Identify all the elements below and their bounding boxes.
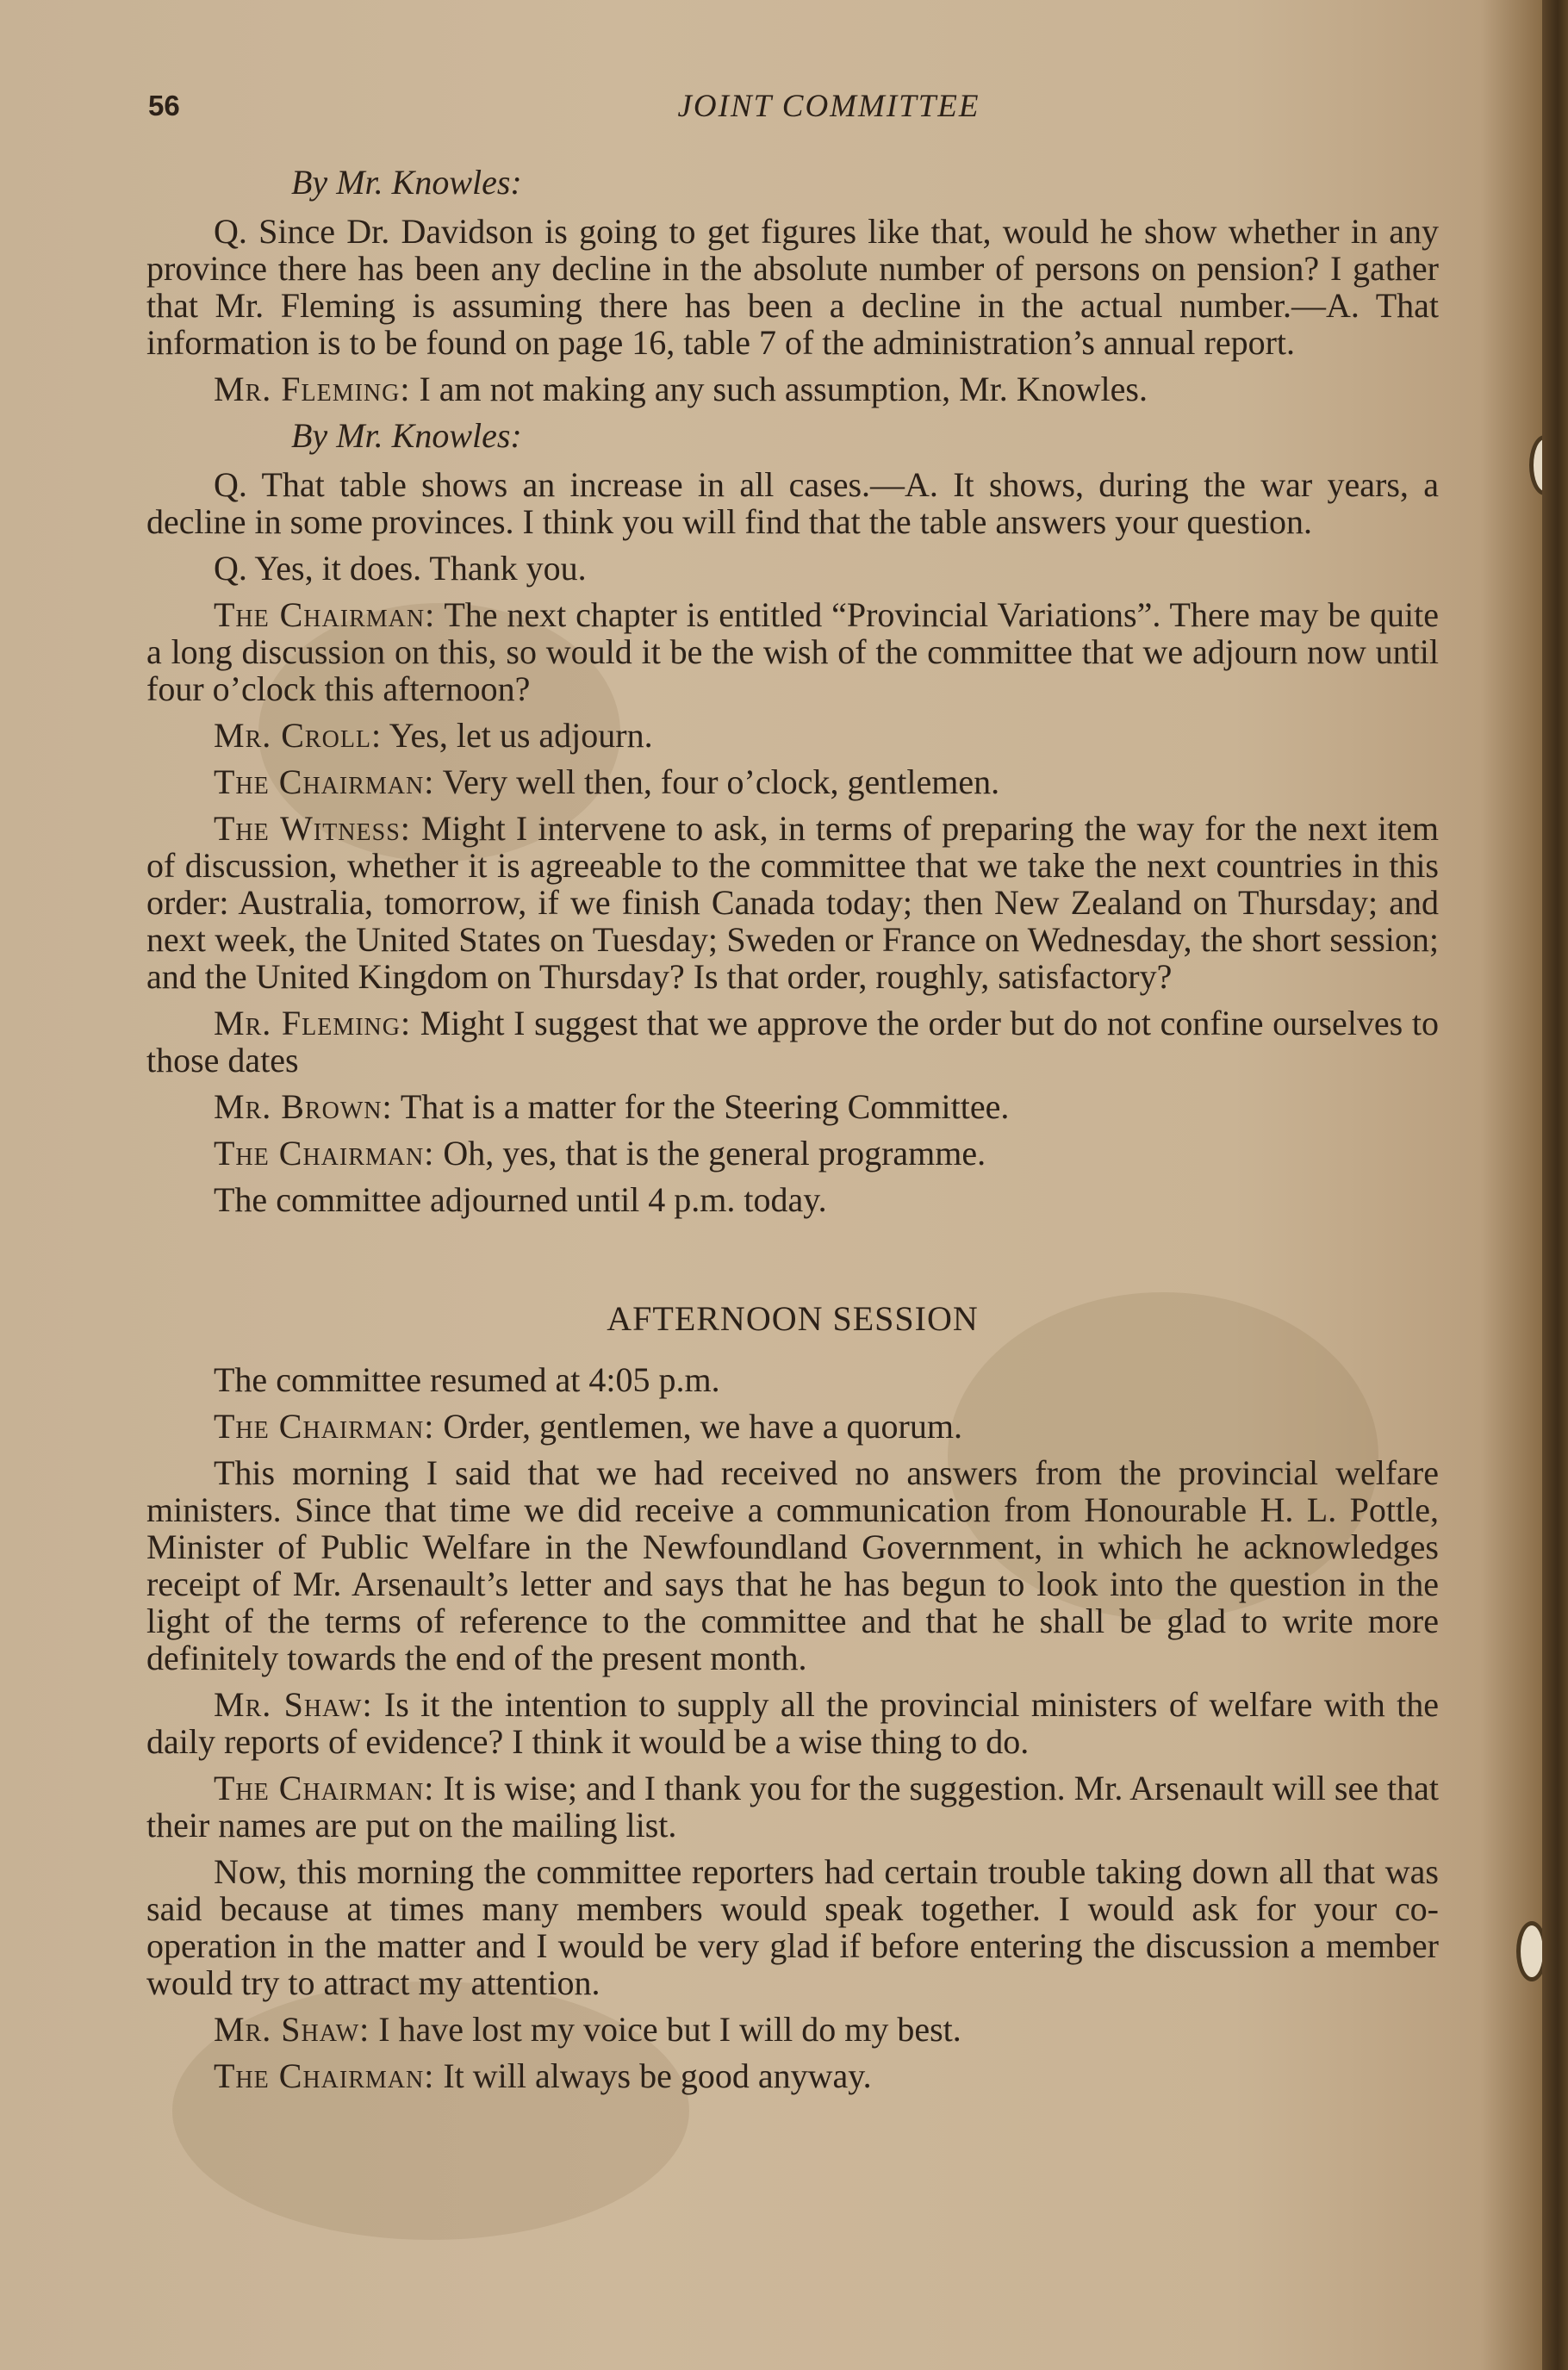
paragraph-text: That is a matter for the Steering Committee. xyxy=(400,1087,1010,1126)
transcript-paragraph xyxy=(146,1770,1439,1844)
speaker-name: The Chairman: xyxy=(214,2056,435,2095)
paragraph-text: Order, gentlemen, we have a quorum. xyxy=(443,1407,962,1446)
examiner-heading: By Mr. Knowles: xyxy=(291,416,522,455)
paragraph-text: I have lost my voice but I will do my best. xyxy=(378,2010,961,2049)
transcript-paragraph xyxy=(146,810,1439,995)
transcript-paragraph xyxy=(146,1853,1439,2001)
page-header xyxy=(148,84,1440,136)
paragraph-text: The committee resumed at 4:05 p.m. xyxy=(214,1360,720,1399)
transcript-paragraph xyxy=(146,1454,1439,1676)
transcript-paragraph xyxy=(146,466,1439,540)
speaker-name: The Witness: xyxy=(214,809,411,848)
paragraph-text: I am not making any such assumption, Mr. Knowles. xyxy=(419,370,1148,408)
speaker-name: Mr. Fleming: xyxy=(214,370,411,408)
binding-ring-bottom xyxy=(1516,1921,1542,1981)
transcript-paragraph xyxy=(146,370,1439,407)
paragraph-text: Q. That table shows an increase in all cases.—A. It shows, during the war years, a decline in some provinces. I think you will find that the table answers your question. xyxy=(146,465,1439,541)
paragraph-text: Q. Yes, it does. Thank you. xyxy=(214,549,587,588)
speaker-name: The Chairman: xyxy=(214,1407,435,1446)
transcript-paragraph xyxy=(146,717,1439,754)
paragraph-text: Oh, yes, that is the general programme. xyxy=(443,1134,986,1173)
page-number: 56 xyxy=(148,90,180,121)
paragraph-text: Very well then, four o’clock, gentlemen. xyxy=(442,762,1000,801)
transcript-paragraph xyxy=(146,1361,1439,1398)
paragraph-text: The committee adjourned until 4 p.m. today. xyxy=(214,1180,827,1219)
paragraph-text: It will always be good anyway. xyxy=(443,2056,872,2095)
transcript-paragraph xyxy=(146,1088,1439,1125)
transcript-paragraph xyxy=(146,550,1439,587)
transcript-paragraph xyxy=(146,1135,1439,1172)
speaker-name: Mr. Shaw: xyxy=(214,2010,370,2049)
speaker-name: The Chairman: xyxy=(214,762,435,801)
paragraph-text: It is wise; and I thank you for the suggestion. Mr. Arsenault will see that their names are put on the mailing list. xyxy=(146,1769,1440,1844)
binding-ring-top xyxy=(1529,435,1542,495)
speaker-name: Mr. Shaw: xyxy=(214,1685,373,1724)
transcript-body xyxy=(146,155,1439,2104)
transcript-paragraph xyxy=(146,596,1439,707)
paragraph-text: This morning I said that we had received no answers from the provincial welfare ministers. Since that time we did receive a communication from Honourable H. L. Pottle, Minister of Public Welfare in the Newfoundland Government, in which he acknowledges receipt of Mr. Arsenault’s letter and says that he has begun to look into the question in the light of the terms of reference to the committee and that he shall be glad to write more definitely towards the end of the present month. xyxy=(146,1453,1439,1677)
paragraph-text: Might I intervene to ask, in terms of preparing the way for the next item of discussion, whether it is agreeable to the committee that we take the next countries in this order: Australia, tomorrow, if we finish Canada today; then New Zealand on Thursday; and next week, the United States on Tuesday; Sweden or France on Wednesday, the short session; and the United Kingdom on Thursday? Is that order, roughly, satisfactory? xyxy=(146,809,1439,996)
transcript-paragraph xyxy=(146,1005,1439,1079)
paragraph-text: Now, this morning the committee reporters had certain trouble taking down all that was said because at times many members would speak together. I would ask for your co-operation in the matter and I would be very glad if before entering the discussion a member would try to attract my attention. xyxy=(146,1852,1439,2002)
speaker-name: The Chairman: xyxy=(214,595,436,634)
speaker-name: Mr. Brown: xyxy=(214,1087,393,1126)
paragraph-text: Is it the intention to supply all the provincial ministers of welfare with the daily reports of evidence? I think it would be a wise thing to do. xyxy=(146,1685,1440,1761)
paragraph-text: The next chapter is entitled “Provincial Variations”. There may be quite a long discussion on this, so would it be the wish of the committee that we adjourn now until four o’clock this afternoon? xyxy=(146,595,1439,708)
speaker-name: The Chairman: xyxy=(214,1769,435,1807)
book-binding xyxy=(1542,0,1568,2370)
speaker-name: Mr. Croll: xyxy=(214,716,383,755)
transcript-paragraph xyxy=(146,2057,1439,2094)
paragraph-text: Q. Since Dr. Davidson is going to get figures like that, would he show whether in any province there has been any decline in the absolute number of persons on pension? I gather that Mr. Fleming is assuming there has been a decline in the actual number.—A. That information is to be found on page 16, table 7 of the administration’s annual report. xyxy=(146,212,1439,362)
speaker-name: The Chairman: xyxy=(214,1134,435,1173)
transcript-paragraph xyxy=(146,1686,1439,1760)
transcript-paragraph xyxy=(146,1181,1439,1218)
speaker-name: Mr. Fleming: xyxy=(214,1004,412,1042)
paragraph-text: Yes, let us adjourn. xyxy=(389,716,653,755)
transcript-paragraph xyxy=(146,763,1439,800)
transcript-paragraph xyxy=(146,213,1439,361)
transcript-paragraph xyxy=(146,2011,1439,2048)
section-heading: AFTERNOON SESSION xyxy=(607,1299,979,1338)
running-title: JOINT COMMITTEE xyxy=(677,89,980,124)
paragraph-text: Might I suggest that we approve the order but do not confine ourselves to those dates xyxy=(146,1004,1439,1079)
examiner-heading: By Mr. Knowles: xyxy=(291,163,522,202)
transcript-paragraph xyxy=(146,1408,1439,1445)
